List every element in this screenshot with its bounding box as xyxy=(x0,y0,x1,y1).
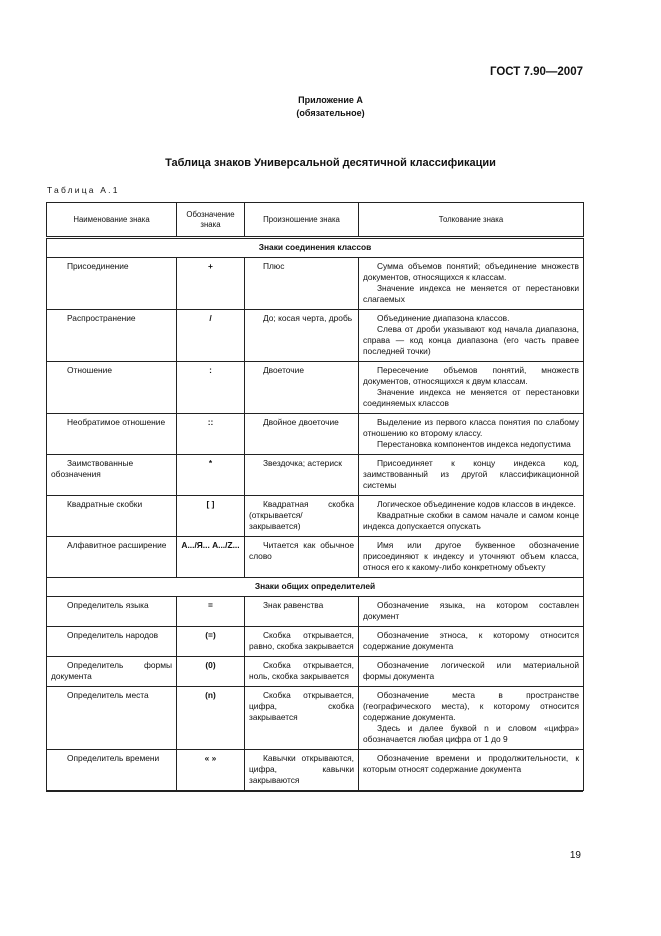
interpretation-paragraph: Значение индекса не меняется от перестановки соединяемых классов xyxy=(363,387,579,408)
interpretation-paragraph: Перестановка компонентов индекса недопустима xyxy=(377,439,571,449)
table-header xyxy=(47,203,584,238)
sign-pronunciation: Скобка открывается, равно, скобка закрывается xyxy=(245,627,359,657)
interpretation-paragraph: Обозначение этноса, к которому относится содержание документа xyxy=(363,630,579,651)
column-header-name: Наименование знака xyxy=(47,203,177,238)
table-row xyxy=(47,627,584,657)
sign-pronunciation: Скобка открывается, ноль, скобка закрывается xyxy=(245,657,359,687)
sign-interpretation xyxy=(359,455,584,496)
sign-symbol: + xyxy=(177,258,245,310)
table-row xyxy=(47,657,584,687)
table-row xyxy=(47,537,584,578)
sign-interpretation xyxy=(359,362,584,414)
sign-pronunciation: Звездочка; астериск xyxy=(245,455,359,496)
table-row xyxy=(47,455,584,496)
sign-symbol: (0) xyxy=(177,657,245,687)
sign-pronunciation: Скобка открывается, цифра, скобка закрывается xyxy=(245,687,359,750)
udc-signs-table xyxy=(46,202,584,791)
standard-code: ГОСТ 7.90—2007 xyxy=(489,66,583,78)
interpretation-paragraph: Логическое объединение кодов классов в индексе. xyxy=(377,499,576,509)
sign-pronunciation: До; косая черта, дробь xyxy=(245,310,359,362)
sign-symbol: = xyxy=(177,597,245,627)
table-row xyxy=(47,687,584,750)
sign-name: Определитель времени xyxy=(47,750,177,791)
section-title: Знаки соединения классов xyxy=(47,238,584,258)
interpretation-paragraph: Слева от дроби указывают код начала диапазона, справа — код конца диапазона (его часть правее последней точки) xyxy=(363,324,579,356)
table-body xyxy=(47,238,584,791)
sign-interpretation xyxy=(359,687,584,750)
column-header-interpretation: Толкование знака xyxy=(359,203,584,238)
table-bottom-rule xyxy=(46,791,583,792)
sign-pronunciation: Кавычки открываются, цифра, кавычки закрываются xyxy=(245,750,359,791)
sign-symbol: / xyxy=(177,310,245,362)
sign-name: Квадратные скобки xyxy=(47,496,177,537)
sign-interpretation xyxy=(359,310,584,362)
sign-pronunciation: Знак равенства xyxy=(245,597,359,627)
column-header-symbol: Обозначение знака xyxy=(177,203,245,238)
section-row xyxy=(47,578,584,597)
table-label: Таблица А.1 xyxy=(47,185,120,195)
sign-interpretation xyxy=(359,657,584,687)
sign-name: Алфавитное расширение xyxy=(47,537,177,578)
sign-symbol: : xyxy=(177,362,245,414)
sign-pronunciation: Читается как обычное слово xyxy=(245,537,359,578)
sign-name: Определитель места xyxy=(47,687,177,750)
interpretation-paragraph: Имя или другое буквенное обозначение присоединяют к индексу и уточняют объем класса, относя его к какому-либо конкретному объекту xyxy=(363,540,579,572)
sign-symbol: [ ] xyxy=(177,496,245,537)
sign-name: Необратимое отношение xyxy=(47,414,177,455)
sign-name: Определитель формы документа xyxy=(47,657,177,687)
sign-pronunciation: Двоеточие xyxy=(245,362,359,414)
table-row xyxy=(47,362,584,414)
sign-name: Заимствованные обозначения xyxy=(47,455,177,496)
table-row xyxy=(47,310,584,362)
sign-symbol: :: xyxy=(177,414,245,455)
interpretation-paragraph: Обозначение времени и продолжительности, к которым относят содержание документа xyxy=(363,753,579,774)
table-title: Таблица знаков Универсальной десятичной классификации xyxy=(165,157,496,169)
sign-interpretation xyxy=(359,597,584,627)
table-row xyxy=(47,258,584,310)
sign-interpretation xyxy=(359,750,584,791)
sign-interpretation xyxy=(359,258,584,310)
sign-pronunciation: Квадратная скобка (открывается/закрывается) xyxy=(245,496,359,537)
header-row xyxy=(47,203,584,238)
interpretation-paragraph: Пересечение объемов понятий, множеств документов, относящихся к двум классам. xyxy=(363,365,579,386)
interpretation-paragraph: Значение индекса не меняется от перестановки слагаемых xyxy=(363,283,579,304)
sign-symbol: « » xyxy=(177,750,245,791)
interpretation-paragraph: Обозначение логической или материальной формы документа xyxy=(363,660,579,681)
interpretation-paragraph: Обозначение языка, на котором составлен документ xyxy=(363,600,579,621)
sign-symbol: (n) xyxy=(177,687,245,750)
appendix-note: (обязательное) xyxy=(296,108,365,118)
sign-name: Присоединение xyxy=(47,258,177,310)
sign-symbol: (=) xyxy=(177,627,245,657)
sign-interpretation xyxy=(359,627,584,657)
sign-name: Определитель народов xyxy=(47,627,177,657)
table-row xyxy=(47,750,584,791)
section-title: Знаки общих определителей xyxy=(47,578,584,597)
sign-pronunciation: Плюс xyxy=(245,258,359,310)
interpretation-paragraph: Присоединяет к концу индекса код, заимствованный из другой классификационной системы xyxy=(363,458,579,490)
sign-name: Определитель языка xyxy=(47,597,177,627)
sign-name: Распространение xyxy=(47,310,177,362)
interpretation-paragraph: Обозначение места в пространстве (географического места), к которому относится содержание документа. xyxy=(363,690,579,722)
column-header-pronunciation: Произношение знака xyxy=(245,203,359,238)
table-row xyxy=(47,597,584,627)
sign-symbol: * xyxy=(177,455,245,496)
interpretation-paragraph: Квадратные скобки в самом начале и самом конце индекса допускается опускать xyxy=(363,510,579,531)
sign-interpretation xyxy=(359,496,584,537)
sign-interpretation xyxy=(359,537,584,578)
sign-pronunciation: Двойное двоеточие xyxy=(245,414,359,455)
interpretation-paragraph: Здесь и далее буквой n и словом «цифра» обозначается любая цифра от 1 до 9 xyxy=(363,723,579,744)
sign-interpretation xyxy=(359,414,584,455)
sign-name: Отношение xyxy=(47,362,177,414)
interpretation-paragraph: Выделение из первого класса понятия по слабому отношению ко второму классу. xyxy=(363,417,579,438)
sign-symbol: A.../Я... A.../Z... xyxy=(177,537,245,578)
interpretation-paragraph: Сумма объемов понятий; объединение множеств документов, относящихся к классам. xyxy=(363,261,579,282)
section-row xyxy=(47,238,584,258)
table-row xyxy=(47,414,584,455)
interpretation-paragraph: Объединение диапазона классов. xyxy=(377,313,510,323)
table-row xyxy=(47,496,584,537)
appendix-title: Приложение А xyxy=(298,95,363,105)
page-number: 19 xyxy=(569,850,581,861)
appendix-heading xyxy=(0,94,661,120)
